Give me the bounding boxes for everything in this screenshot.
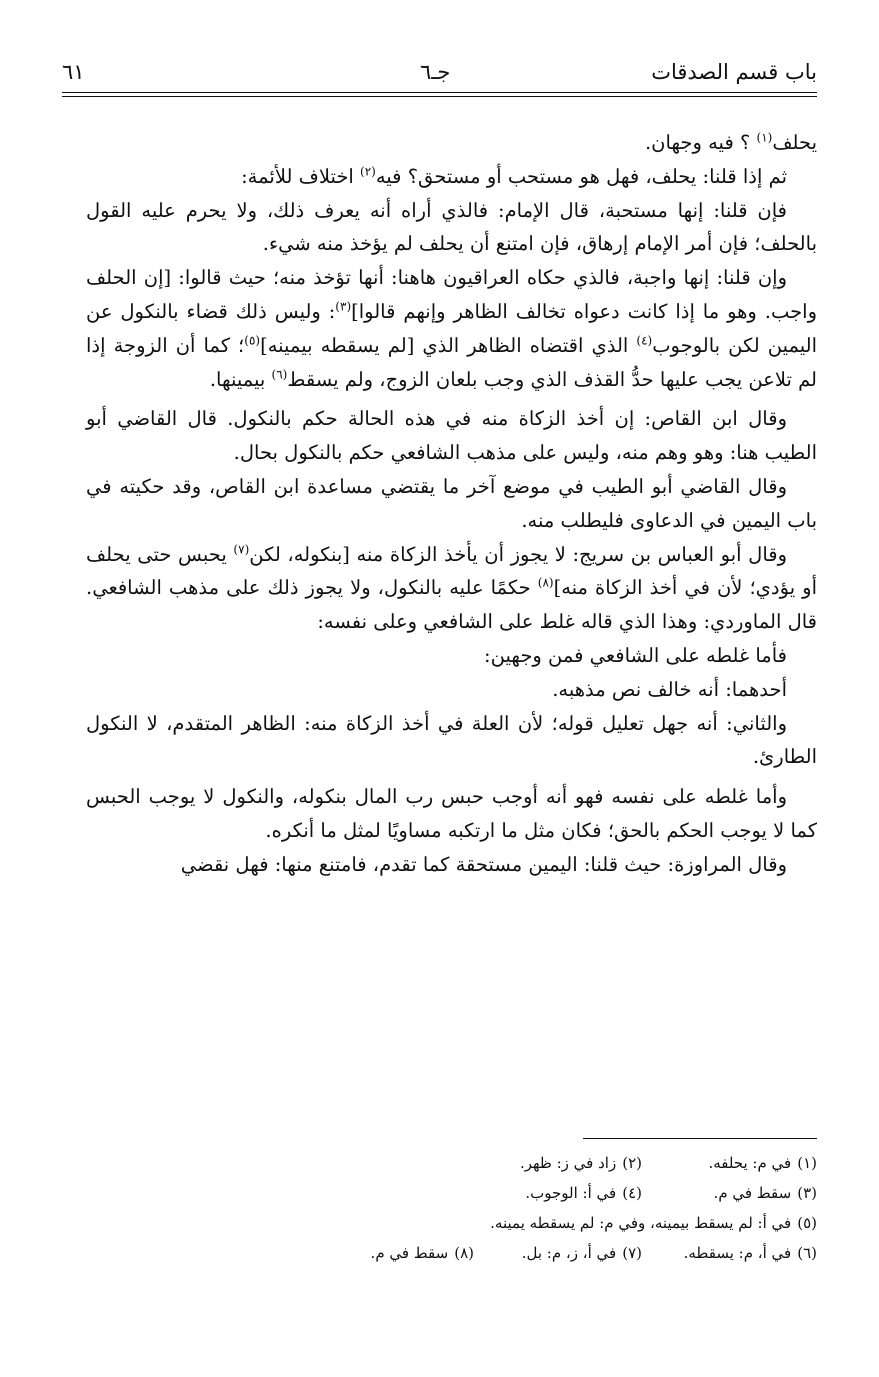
page-number: ٦١: [62, 60, 85, 84]
paragraph: [86, 848, 817, 882]
footnote-ref: (١): [756, 130, 773, 145]
text-run: ثم إذا قلنا: يحلف، فهل هو مستحب أو مستحق؟ فيه: [375, 164, 787, 188]
footnote-text: سقط في م.: [713, 1184, 792, 1202]
footnote-ref: (٥): [244, 333, 261, 348]
paragraph: [86, 402, 817, 470]
footnote-number: (٤): [622, 1184, 642, 1202]
footnote-rule: [583, 1138, 817, 1139]
paragraph: [86, 261, 817, 396]
footnote-text: في أ، م: يسقطه.: [683, 1244, 792, 1262]
paragraph: [86, 673, 817, 707]
text-run: وقال ابن القاص: إن أخذ الزكاة منه في هذه الحالة حكم بالنكول. قال القاضي أبو الطيب هنا: وهو وهم منه، وليس على مذهب الشافعي حكم بالنكول بحال.: [86, 407, 817, 465]
header-rule-secondary: [62, 96, 817, 97]
footnote-number: (٥): [797, 1214, 817, 1232]
footnote-text: في م: يحلفه.: [708, 1154, 792, 1172]
text-run: وإن قلنا: إنها واجبة، فالذي حكاه العراقيون هاهنا: أنها تؤخذ منه؛ حيث قالوا: [إن الحلف واجب. وهو ما إذا كانت دعواه تخالف الظاهر وإنهم قالوا]: [86, 266, 817, 323]
text-run: اختلاف للأئمة:: [241, 164, 361, 188]
paragraph: [86, 194, 817, 262]
footnote-number: (٢): [622, 1154, 642, 1172]
text-run: ؟ فيه وجهان.: [644, 131, 757, 154]
paragraph: [86, 538, 817, 639]
footnote-ref: (٧): [233, 542, 250, 557]
text-run: وقال القاضي أبو الطيب في موضع آخر ما يقتضي مساعدة ابن القاص، وقد حكيته في باب اليمين في الدعاوى فليطلب منه.: [86, 474, 817, 532]
text-run: وأما غلطه على نفسه فهو أنه أوجب حبس رب المال بنكوله، والنكول لا يوجب الحبس كما لا يوجب الحكم بالحق؛ فكان مثل ما ارتكبه مساويًا لمثل ما أنكره.: [86, 785, 817, 842]
footnote-number: (٦): [797, 1244, 817, 1262]
footnote-text: في أ: لم يسقط بيمينه، وفي م: لم يسقطه يمينه.: [490, 1214, 792, 1232]
footnote-ref: (٢): [360, 164, 376, 179]
footnote-number: (٨): [454, 1244, 474, 1262]
footnote: [490, 1208, 817, 1238]
header-rule: [62, 92, 817, 93]
footnote: [662, 1178, 817, 1208]
footnote-line: [86, 1178, 817, 1208]
text-run: يحبس حتى يحلف أو يؤدي؛ لأن في أخذ الزكاة منه]: [86, 542, 817, 600]
paragraph: [86, 707, 817, 775]
volume-label: جـ٦: [420, 60, 451, 84]
text-run: فإن قلنا: إنها مستحبة، قال الإمام: فالذي أراه أنه يعرف ذلك، ولا يحرم عليه القول بالحلف؛ فإن أمر الإمام إرهاق، فإن امتنع أن يحلف لم يؤخذ منه شيء.: [86, 198, 817, 256]
footnote-number: (٧): [622, 1244, 642, 1262]
text-run: : وليس ذلك قضاء بالنكول عن اليمين لكن بالوجوب: [86, 299, 817, 357]
footnote: [662, 1148, 817, 1178]
text-run: ؛ كما أن الزوجة إذا لم تلاعن يجب عليها حدُّ القذف الذي وجب بلعان الزوج، ولم يسقط: [86, 333, 817, 391]
footnote: [494, 1148, 662, 1178]
paragraph: [86, 126, 817, 160]
footnote-text: زاد في ز: ظهر.: [519, 1154, 617, 1172]
footnote-line: [86, 1238, 817, 1268]
paragraph: [86, 780, 817, 848]
text-run: وقال المراوزة: حيث قلنا: اليمين مستحقة كما تقدم، فامتنع منها: فهل نقضي: [180, 852, 787, 876]
running-header-title: باب قسم الصدقات: [651, 60, 817, 84]
text-run: الذي اقتضاه الظاهر الذي [لم يسقطه بيمينه]: [260, 333, 637, 357]
text-run: وقال أبو العباس بن سريج: لا يجوز أن يأخذ الزكاة منه [بنكوله، لكن: [249, 542, 787, 566]
footnote: [494, 1238, 662, 1268]
footnote: [662, 1238, 817, 1268]
footnote-text: في أ، ز، م: بل.: [521, 1244, 617, 1262]
main-text: [86, 126, 817, 882]
footnote-line: [86, 1148, 817, 1178]
text-run: حكمًا عليه بالنكول، ولا يجوز ذلك على مذهب الشافعي. قال الماوردي: وهذا الذي قاله غلط على الشافعي وعلى نفسه:: [86, 576, 817, 634]
footnote-number: (١): [797, 1154, 817, 1172]
footnote-number: (٣): [797, 1184, 817, 1202]
footnote: [344, 1238, 494, 1268]
paragraph: [86, 160, 817, 194]
footnote-text: في أ: الوجوب.: [525, 1184, 617, 1202]
paragraph: [86, 639, 817, 673]
text-run: أحدهما: أنه خالف نص مذهبه.: [552, 677, 787, 701]
footnote: [494, 1178, 662, 1208]
text-run: يحلف: [772, 131, 817, 154]
text-run: بيمينها.: [209, 367, 272, 391]
footnote-ref: (٦): [271, 367, 288, 382]
text-run: فأما غلطه على الشافعي فمن وجهين:: [484, 643, 787, 667]
footnotes: [86, 1148, 817, 1268]
text-run: والثاني: أنه جهل تعليل قوله؛ لأن العلة في أخذ الزكاة منه: الظاهر المتقدم، لا النكول الطارئ.: [86, 711, 817, 769]
footnote-ref: (٤): [636, 333, 653, 348]
footnote-ref: (٣): [335, 299, 352, 314]
footnote-text: سقط في م.: [370, 1244, 449, 1262]
footnote-ref: (٨): [537, 575, 554, 590]
footnote-line: [86, 1208, 817, 1238]
paragraph: [86, 470, 817, 538]
